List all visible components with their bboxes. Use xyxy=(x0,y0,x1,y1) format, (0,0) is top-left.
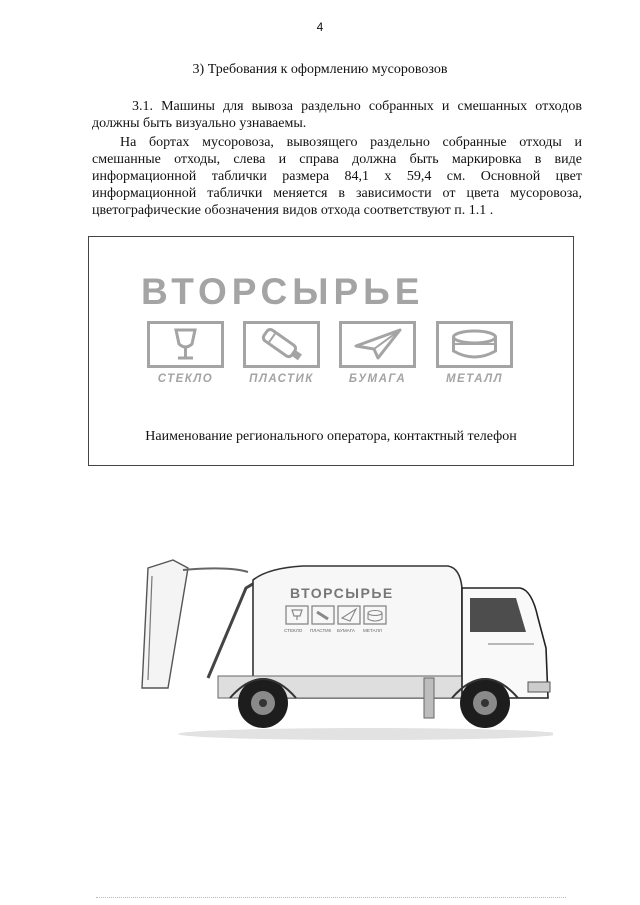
sign-label-glass: СТЕКЛО xyxy=(157,373,214,385)
truck-label-metal: МЕТАЛЛ xyxy=(363,628,382,633)
garbage-truck-photo xyxy=(128,548,553,744)
info-sign-illustration xyxy=(88,236,574,466)
sign-label-paper: БУМАГА xyxy=(348,373,407,385)
glass-icon xyxy=(147,321,224,368)
paragraph-marking: На бортах мусоровоза, вывозящего раздельно собранные отходы и смешанные отходы, слева и справа должна быть маркировка в виде информационной таблички размера 84,1 х 59,4 см. Основной цвет информационной таблички меняется в зависимости от цвета мусоровоза, цветографические обозначения видов отхода соответствуют п. 1.1 . xyxy=(92,135,582,218)
paragraph-recognizable: 3.1. Машины для вывоза раздельно собранных и смешанных отходов должны быть визуально узнаваемы. xyxy=(92,99,582,131)
sign-label-plastic: ПЛАСТИК xyxy=(249,373,314,385)
footer-divider xyxy=(96,897,566,898)
paper-plane-icon xyxy=(339,321,416,368)
operator-contact-text: Наименование регионального оператора, контактный телефон xyxy=(145,429,517,444)
sign-label-metal: МЕТАЛЛ xyxy=(445,373,504,385)
tin-can-icon xyxy=(436,321,513,368)
bottle-icon xyxy=(243,321,320,368)
page-number: 4 xyxy=(316,20,324,34)
truck-label-paper: БУМАГА xyxy=(337,628,355,633)
truck-label-plastic: ПЛАСТИК xyxy=(310,628,332,633)
section-heading: 3) Требования к оформлению мусоровозов xyxy=(192,62,448,77)
truck-label-glass: СТЕКЛО xyxy=(284,628,303,633)
truck-brand-text: ВТОРСЫРЬЕ xyxy=(290,585,394,601)
sign-brand-title: ВТОРСЫРЬЕ xyxy=(141,271,425,312)
